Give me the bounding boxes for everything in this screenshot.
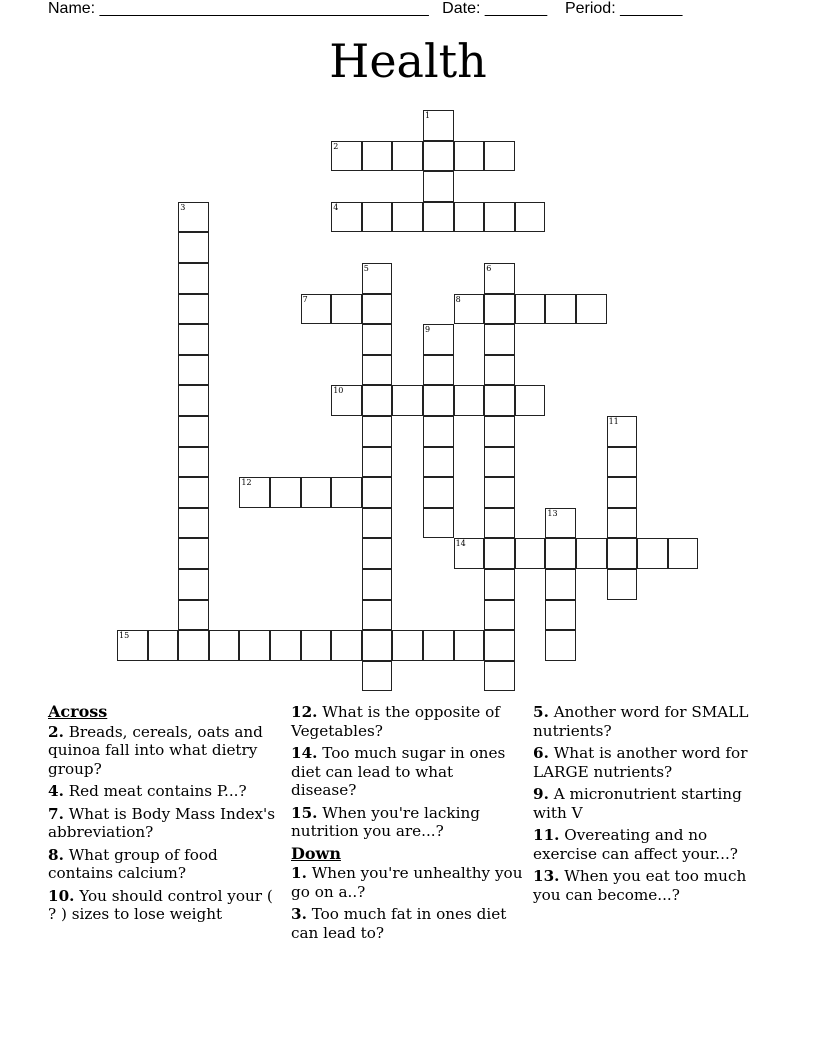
grid-cell[interactable]: [209, 630, 240, 661]
across-clue: [291, 804, 523, 841]
grid-cell[interactable]: [423, 477, 454, 508]
grid-cell[interactable]: [607, 477, 638, 508]
clue-text: What is Body Mass Index's abbreviation?: [48, 804, 276, 841]
clue-number: 12: [241, 478, 252, 488]
grid-cell[interactable]: [545, 294, 576, 325]
grid-cell[interactable]: [301, 477, 332, 508]
clues-column-2: [291, 703, 523, 946]
name-label: Name:: [48, 0, 96, 17]
grid-cell[interactable]: [423, 202, 454, 233]
grid-cell[interactable]: [607, 508, 638, 539]
grid-cell[interactable]: [362, 263, 393, 294]
grid-cell[interactable]: [331, 202, 362, 233]
clue-number: 6: [486, 264, 492, 273]
clue-text: You should control your ( ? ) sizes to lose weight: [48, 886, 273, 923]
grid-cell[interactable]: [484, 141, 515, 172]
clue-text: A micronutrient starting with V: [533, 785, 742, 822]
clue-text: Breads, cereals, oats and quinoa fall into what dietry group?: [48, 722, 263, 778]
grid-cell[interactable]: [362, 661, 393, 692]
grid-cell[interactable]: [454, 630, 485, 661]
grid-cell[interactable]: [454, 385, 485, 416]
grid-cell[interactable]: [423, 171, 454, 202]
grid-cell[interactable]: [423, 630, 454, 661]
grid-cell[interactable]: [239, 477, 270, 508]
grid-cell[interactable]: [545, 569, 576, 600]
grid-cell[interactable]: [392, 141, 423, 172]
clue-text: Too much fat in ones diet can lead to?: [291, 905, 507, 942]
name-field[interactable]: _____________________________________: [99, 0, 429, 17]
grid-cell[interactable]: [484, 508, 515, 539]
grid-cell[interactable]: [484, 661, 515, 692]
clue-number: 3.: [291, 905, 307, 923]
grid-cell[interactable]: [148, 630, 179, 661]
grid-cell[interactable]: [270, 477, 301, 508]
grid-cell[interactable]: [362, 324, 393, 355]
clue-number: 10: [333, 386, 344, 396]
down-clue: [533, 867, 765, 904]
grid-cell[interactable]: [362, 569, 393, 600]
grid-cell[interactable]: [392, 630, 423, 661]
grid-cell[interactable]: [270, 630, 301, 661]
grid-cell[interactable]: [454, 294, 485, 325]
grid-cell[interactable]: [178, 416, 209, 447]
grid-cell[interactable]: [484, 385, 515, 416]
clue-number: 11.: [533, 826, 560, 844]
grid-cell[interactable]: [331, 477, 362, 508]
clue-number: 15.: [291, 803, 318, 822]
grid-cell[interactable]: [515, 538, 546, 569]
across-clue: [291, 744, 523, 800]
clue-number: 12.: [291, 703, 318, 721]
grid-cell[interactable]: [454, 141, 485, 172]
clue-number: 9: [425, 325, 431, 335]
period-field[interactable]: _______: [620, 0, 683, 17]
across-clue: [48, 723, 280, 779]
clue-number: 14: [455, 539, 466, 549]
clue-number: 6.: [533, 744, 549, 762]
down-clue: [291, 905, 523, 942]
grid-cell[interactable]: [515, 202, 546, 233]
clue-number: 7: [302, 294, 308, 304]
clue-number: 13.: [533, 867, 560, 885]
clue-number: 5: [363, 264, 369, 273]
grid-cell[interactable]: [362, 477, 393, 508]
grid-cell[interactable]: [178, 508, 209, 539]
grid-cell[interactable]: [515, 294, 546, 325]
clue-number: 10.: [48, 886, 75, 905]
across-clue: [48, 782, 280, 801]
clue-text: When you eat too much you can become...?: [533, 867, 747, 904]
grid-cell[interactable]: [484, 600, 515, 631]
across-clue: [48, 887, 280, 924]
grid-cell[interactable]: [362, 538, 393, 569]
grid-cell[interactable]: [392, 385, 423, 416]
down-clue: [533, 703, 765, 740]
clue-number: 7.: [48, 804, 64, 823]
clue-number: 4.: [48, 782, 64, 800]
grid-cell[interactable]: [362, 447, 393, 478]
grid-cell[interactable]: [607, 569, 638, 600]
clue-number: 4: [333, 202, 339, 212]
clue-text: Too much sugar in ones diet can lead to what disease?: [291, 744, 506, 799]
grid-cell[interactable]: [362, 416, 393, 447]
grid-cell[interactable]: [362, 355, 393, 386]
clue-number: 2: [333, 141, 339, 151]
clue-text: Another word for SMALL nutrients?: [533, 703, 749, 740]
grid-cell[interactable]: [484, 324, 515, 355]
grid-cell[interactable]: [607, 447, 638, 478]
grid-cell[interactable]: [423, 385, 454, 416]
clue-number: 3: [180, 202, 186, 212]
grid-cell[interactable]: [423, 141, 454, 172]
grid-cell[interactable]: [454, 538, 485, 569]
clue-text: What is another word for LARGE nutrients?: [533, 744, 748, 781]
grid-cell[interactable]: [178, 385, 209, 416]
clue-text: When you're lacking nutrition you are...?: [291, 803, 480, 840]
grid-cell[interactable]: [331, 294, 362, 325]
grid-cell[interactable]: [331, 141, 362, 172]
clue-number: 11: [608, 417, 619, 426]
grid-cell[interactable]: [423, 416, 454, 447]
clue-number: 1: [425, 111, 431, 120]
grid-cell[interactable]: [545, 508, 576, 539]
grid-cell[interactable]: [178, 202, 209, 233]
grid-cell[interactable]: [484, 569, 515, 600]
grid-cell[interactable]: [178, 447, 209, 478]
down-heading: Down: [291, 843, 341, 863]
across-clue: [48, 846, 280, 883]
grid-cell[interactable]: [637, 538, 668, 569]
page-title: Health: [329, 34, 487, 88]
grid-cell[interactable]: [178, 324, 209, 355]
grid-cell[interactable]: [178, 294, 209, 325]
grid-cell[interactable]: [545, 600, 576, 631]
grid-cell[interactable]: [178, 263, 209, 294]
grid-cell[interactable]: [331, 385, 362, 416]
clue-text: What is the opposite of Vegetables?: [291, 703, 500, 740]
clue-text: When you're unhealthy you go on a..?: [291, 864, 523, 901]
grid-cell[interactable]: [362, 600, 393, 631]
grid-cell[interactable]: [607, 416, 638, 447]
grid-cell[interactable]: [423, 324, 454, 355]
grid-cell[interactable]: [362, 141, 393, 172]
grid-cell[interactable]: [545, 630, 576, 661]
grid-cell[interactable]: [362, 508, 393, 539]
across-clue: [48, 805, 280, 842]
clue-number: 13: [547, 508, 558, 518]
clue-number: 1.: [291, 864, 307, 882]
grid-cell[interactable]: [178, 630, 209, 661]
grid-cell[interactable]: [668, 538, 699, 569]
period-label: Period:: [564, 0, 616, 17]
clue-text: Red meat contains P...?: [68, 782, 247, 800]
clue-number: 8: [455, 294, 461, 304]
grid-cell[interactable]: [576, 294, 607, 325]
down-clue: [533, 744, 765, 781]
clues-column-1: [48, 703, 280, 928]
grid-cell[interactable]: [484, 447, 515, 478]
grid-cell[interactable]: [484, 263, 515, 294]
date-label: Date:: [442, 0, 481, 17]
clue-text: What group of food contains calcium?: [48, 845, 218, 882]
clue-number: 9.: [533, 785, 549, 803]
grid-cell[interactable]: [178, 232, 209, 263]
down-clue: [533, 826, 765, 863]
grid-cell[interactable]: [331, 630, 362, 661]
grid-cell[interactable]: [362, 630, 393, 661]
clue-number: 14.: [291, 744, 318, 762]
clue-number: 15: [119, 631, 130, 641]
grid-cell[interactable]: [362, 385, 393, 416]
grid-cell[interactable]: [178, 477, 209, 508]
grid-cell[interactable]: [576, 538, 607, 569]
grid-cell[interactable]: [178, 569, 209, 600]
grid-cell[interactable]: [423, 110, 454, 141]
date-field[interactable]: _______: [484, 0, 548, 17]
grid-cell[interactable]: [301, 294, 332, 325]
grid-cell[interactable]: [484, 477, 515, 508]
grid-cell[interactable]: [607, 538, 638, 569]
across-clue: [291, 703, 523, 740]
grid-cell[interactable]: [454, 202, 485, 233]
down-clue: [291, 864, 523, 901]
grid-cell[interactable]: [178, 355, 209, 386]
grid-cell[interactable]: [484, 202, 515, 233]
grid-cell[interactable]: [392, 202, 423, 233]
grid-cell[interactable]: [178, 600, 209, 631]
down-clue: [533, 785, 765, 822]
grid-cell[interactable]: [301, 630, 332, 661]
clue-number: 8.: [48, 845, 64, 864]
clues-column-3: [533, 703, 765, 908]
grid-cell[interactable]: [239, 630, 270, 661]
grid-cell[interactable]: [484, 355, 515, 386]
grid-cell[interactable]: [484, 538, 515, 569]
grid-cell[interactable]: [423, 447, 454, 478]
grid-cell[interactable]: [362, 202, 393, 233]
grid-cell[interactable]: [484, 630, 515, 661]
grid-cell[interactable]: [362, 294, 393, 325]
grid-cell[interactable]: [545, 538, 576, 569]
grid-cell[interactable]: [423, 355, 454, 386]
grid-cell[interactable]: [484, 416, 515, 447]
grid-cell[interactable]: [117, 630, 148, 661]
clue-number: 5.: [533, 703, 549, 721]
grid-cell[interactable]: [423, 508, 454, 539]
grid-cell[interactable]: [178, 538, 209, 569]
across-heading: Across: [48, 702, 108, 721]
clue-text: Overeating and no exercise can affect your...?: [533, 826, 738, 863]
clue-number: 2.: [48, 722, 64, 741]
grid-cell[interactable]: [515, 385, 546, 416]
grid-cell[interactable]: [484, 294, 515, 325]
